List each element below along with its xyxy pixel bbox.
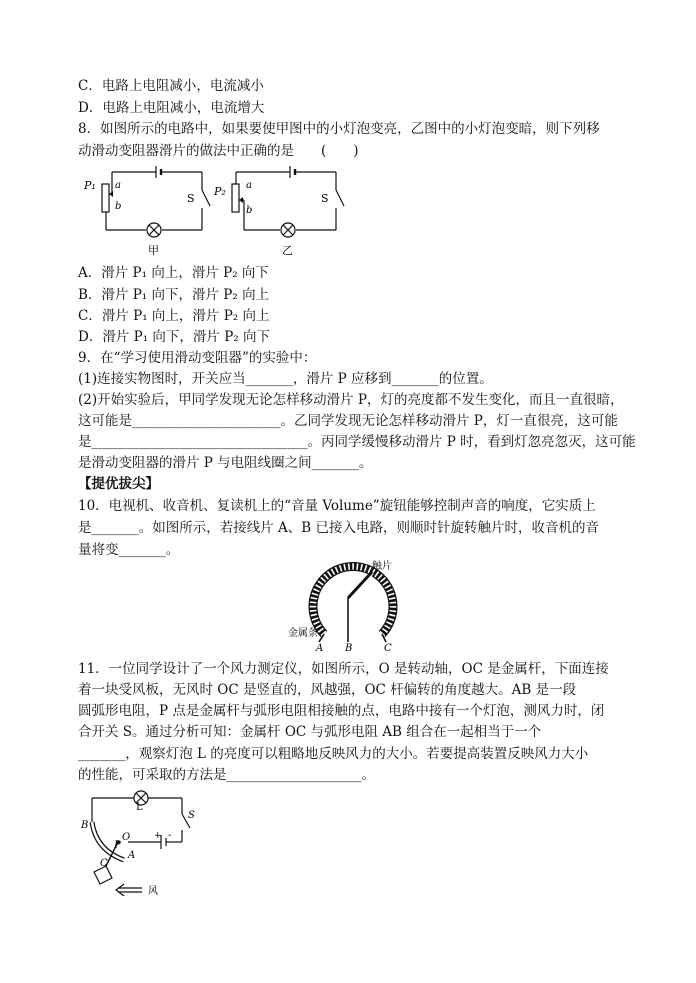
label-metal-strip: 金属条 bbox=[288, 628, 318, 639]
label-a-yi: a bbox=[246, 180, 252, 191]
q8-option-d: D．滑片 P₁ 向下，滑片 P₂ 向下 bbox=[78, 329, 270, 345]
label-p1: P₁ bbox=[84, 179, 96, 192]
caption-yi: 乙 bbox=[282, 244, 293, 257]
q8-stem-line1: 8．如图所示的电路中，如果要使甲图中的小灯泡变亮，乙图中的小灯泡变暗，则下列移 bbox=[78, 121, 600, 137]
q8-stem-line2: 动滑动变阻器滑片的做法中正确的是 ( ) bbox=[78, 143, 359, 159]
q9-part1: (1)连接实物图时，开关应当_______，滑片 P 应移到_______的位置。 bbox=[78, 371, 493, 387]
q9-stem: 9．在“学习使用滑动变阻器”的实验中： bbox=[78, 350, 317, 366]
label-rod-c: C bbox=[100, 858, 108, 869]
label-switch-s: S bbox=[188, 810, 195, 821]
q8-option-a: A．滑片 P₁ 向上，滑片 P₂ 向下 bbox=[78, 265, 269, 281]
label-b-jia: b bbox=[115, 201, 122, 212]
label-axis-o: O bbox=[122, 832, 131, 843]
label-wind: 风 bbox=[148, 886, 158, 896]
q10-line2: 是_______。如图所示，若接线片 A、B 已接入电路，则顺时针旋转触片时，收音机的音 bbox=[78, 520, 600, 536]
label-point-p: P bbox=[114, 840, 121, 851]
q8-option-c: C．滑片 P₁ 向上，滑片 P₂ 向上 bbox=[78, 308, 270, 324]
caption-jia: 甲 bbox=[148, 244, 159, 257]
label-a-jia: a bbox=[115, 180, 121, 191]
q11-line1: 11．一位同学设计了一个风力测定仪，如图所示，O 是转动轴，OC 是金属杆，下面连接 bbox=[78, 661, 609, 677]
q10-potentiometer-figure bbox=[286, 556, 411, 652]
label-s-jia: S bbox=[187, 192, 195, 205]
label-p2: P₂ bbox=[214, 185, 226, 198]
q7-option-d: D．电路上电阻减小，电流增大 bbox=[78, 100, 265, 116]
q10-line3: 量将变_______。 bbox=[78, 542, 180, 558]
label-arc-a: A bbox=[128, 850, 136, 861]
label-terminal-a: A bbox=[316, 643, 324, 652]
q11-line5: _______，观察灯泡 L 的亮度可以粗略地反映风力的大小。若要提高装置反映风力大小 bbox=[78, 746, 589, 762]
q9-part2-line1: (2)开始实验后，甲同学发现无论怎样移动滑片 P，灯的亮度都不发生变化，而且一直很暗， bbox=[78, 392, 624, 408]
q9-part2-line2: 这可能是______________________。乙同学发现无论怎样移动滑片 P，灯一直很亮，这可能 bbox=[78, 413, 618, 429]
q11-line2: 着一块受风板，无风时 OC 是竖直的，风越强，OC 杆偏转的角度越大。AB 是一段 bbox=[78, 682, 577, 698]
q11-line3: 圆弧形电阻，P 点是金属杆与弧形电阻相接触的点，电路中接有一个灯泡，测风力时，闭 bbox=[78, 703, 605, 719]
q8-circuit-figure bbox=[80, 164, 370, 260]
q9-part2-line4: 是滑动变阻器的滑片 P 与电阻线圈之间_______。 bbox=[78, 455, 373, 471]
label-terminal-c: C bbox=[384, 643, 392, 652]
label-arc-b: B bbox=[81, 820, 89, 831]
label-s-yi: S bbox=[321, 192, 329, 205]
label-battery-plus: + bbox=[154, 831, 162, 841]
label-battery-minus: - bbox=[168, 830, 172, 841]
label-b-yi: b bbox=[246, 205, 253, 216]
q11-wind-meter-figure bbox=[78, 788, 228, 896]
q8-option-b: B．滑片 P₁ 向下，滑片 P₂ 向上 bbox=[78, 287, 270, 303]
q9-part2-line3: 是________________________________。丙同学缓慢移动滑片 P 时，看到灯忽亮忽灭，这可能 bbox=[78, 434, 636, 450]
q11-line4: 合开关 S。通过分析可知：金属杆 OC 与弧形电阻 AB 组合在一起相当于一个 bbox=[78, 724, 542, 740]
label-terminal-b: B bbox=[345, 643, 353, 652]
q7-option-c: C．电路上电阻减小，电流减小 bbox=[78, 78, 264, 94]
label-contact: 触片 bbox=[372, 561, 392, 572]
section-heading: 【提优拔尖】 bbox=[78, 476, 159, 492]
q11-line6: 的性能，可采取的方法是____________________。 bbox=[78, 767, 375, 783]
label-lamp-l: L bbox=[136, 802, 143, 813]
q10-line1: 10．电视机、收音机、复读机上的“音量 Volume”旋钮能够控制声音的响度，它实质上 bbox=[78, 498, 596, 514]
